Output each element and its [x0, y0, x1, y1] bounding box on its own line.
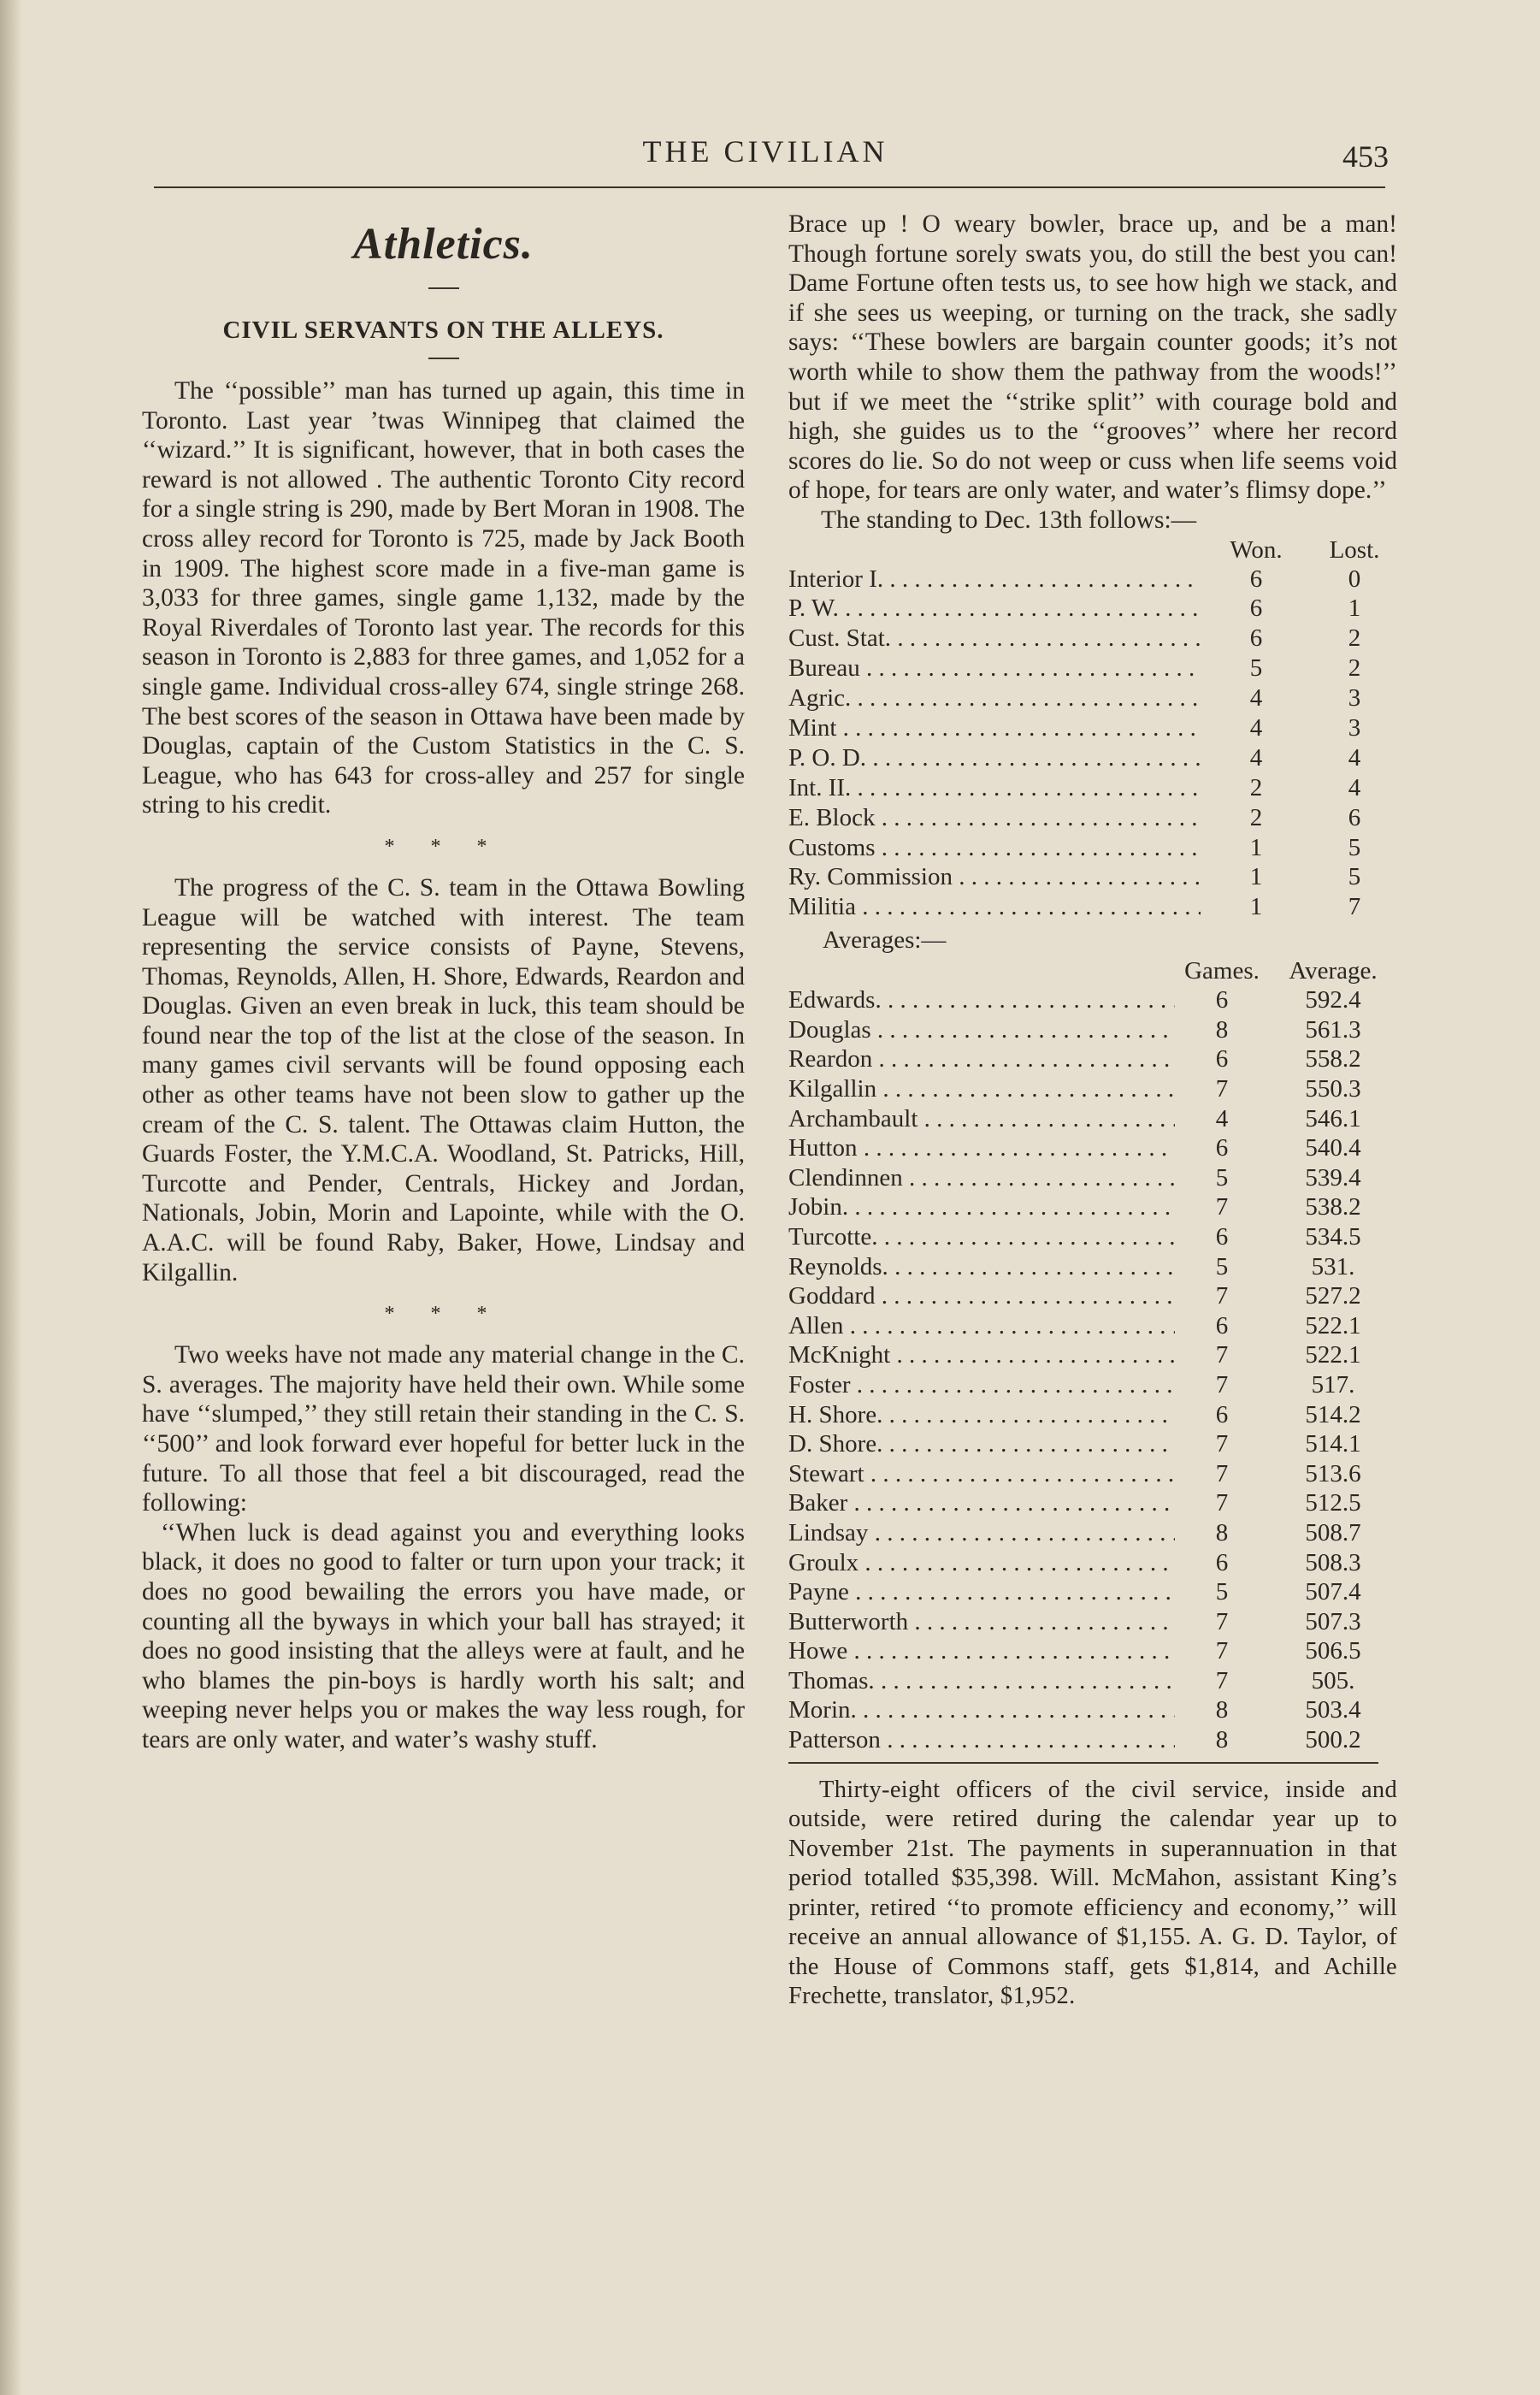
average-value: 534.5 [1305, 1222, 1361, 1251]
games-count: 7 [1215, 1370, 1229, 1399]
running-title: THE CIVILIAN [642, 134, 888, 169]
average-value: 522.1 [1305, 1341, 1361, 1369]
average-value: 558.2 [1305, 1045, 1361, 1073]
games-count: 7 [1215, 1075, 1229, 1103]
retirement-note: Thirty-eight officers of the civil service, inside and outside, were retired during the calendar year up to November 21st. The payments in superannuation in that period totalled $35,398. Will. McMahon, assistant King’s printer, retired ‘‘to promote efficiency and economy,’’ will receive an annual allowance of $1,155. A. G. D. Taylor, of the House of Commons staff, gets $1,814, and Achille Frechette, translator, $1,952. [788, 1776, 1397, 2010]
bowler-name: Patterson . . . [788, 1725, 1175, 1755]
section-separator: * * * [384, 1303, 503, 1326]
averages-label: Averages:— [823, 926, 947, 955]
average-value: 540.4 [1305, 1134, 1361, 1162]
team-name: P. O. D. . . . [788, 743, 1201, 773]
average-row [788, 1725, 1397, 1755]
average-value: 503.4 [1305, 1696, 1361, 1724]
games-count: 8 [1215, 1015, 1229, 1044]
games-count: 5 [1215, 1163, 1229, 1192]
standing-row [788, 653, 1397, 683]
average-row [788, 1370, 1397, 1400]
bowler-name: McKnight . . . [788, 1340, 1175, 1370]
bowler-name: Foster . . . [788, 1370, 1175, 1400]
lost-count: 3 [1348, 713, 1361, 742]
standing-row [788, 683, 1397, 713]
bowler-name: Edwards. . . . [788, 985, 1175, 1015]
left-column [142, 214, 745, 1755]
poem-continuation: Brace up ! O weary bowler, brace up, and be a man! Though fortune sorely swats you, do still the best you can! Dame Fortune often tests us, to see how high we stack, and if she sees us weeping, or turning on the track, she sadly says: ‘‘These bowlers are bargain counter goods; it’s not worth while to show them the pathway from the woods!’’ but if we meet the ‘‘strike split’’ with courage bold and high, she guides us to the ‘‘grooves’’ where her record scores do lie. So do not weep or cuss when life seems void of hope, for tears are only water, and water’s flimsy dope.’’ [788, 210, 1397, 505]
average-value: 513.6 [1305, 1459, 1361, 1487]
team-name: Int. II. . . . [788, 773, 1201, 803]
bowler-name: Turcotte. . . . [788, 1222, 1175, 1252]
average-value: 507.3 [1305, 1607, 1361, 1635]
average-value: 539.4 [1305, 1163, 1361, 1192]
games-count: 7 [1215, 1193, 1229, 1221]
average-value: 527.2 [1305, 1282, 1361, 1310]
games-count: 8 [1215, 1518, 1229, 1546]
average-row [788, 1222, 1397, 1252]
team-name: Agric. . . . [788, 683, 1201, 713]
bowler-name: Lindsay . . . [788, 1518, 1175, 1548]
games-count: 5 [1215, 1252, 1229, 1280]
games-count: 7 [1215, 1341, 1229, 1369]
games-count: 5 [1215, 1578, 1229, 1606]
title-dash [428, 287, 459, 289]
average-row [788, 1133, 1397, 1163]
average-value: 538.2 [1305, 1193, 1361, 1221]
standing-intro: The standing to Dec. 13th follows:— [821, 506, 1197, 534]
standing-row [788, 833, 1397, 863]
section-title: Athletics. [353, 220, 534, 269]
average-value: 512.5 [1305, 1489, 1361, 1517]
lost-count: 7 [1348, 893, 1361, 921]
team-name: E. Block . . . [788, 803, 1201, 833]
average-row [788, 1192, 1397, 1222]
standing-row [788, 862, 1397, 892]
lost-count: 2 [1348, 624, 1361, 653]
bowler-name: Reardon . . . [788, 1044, 1175, 1074]
lost-count: 2 [1348, 654, 1361, 683]
average-row [788, 1548, 1397, 1578]
games-count: 4 [1215, 1104, 1229, 1132]
team-name: Cust. Stat. . . . [788, 624, 1201, 653]
standing-row [788, 594, 1397, 624]
average-value: 508.7 [1305, 1518, 1361, 1546]
average-value: 550.3 [1305, 1075, 1361, 1103]
average-value: 505. [1311, 1666, 1355, 1694]
average-row [788, 1459, 1397, 1489]
lost-count: 0 [1348, 565, 1361, 593]
bowler-name: Reynolds. . . . [788, 1252, 1175, 1282]
average-value: 500.2 [1305, 1726, 1361, 1754]
average-row [788, 1607, 1397, 1637]
team-name: P. W. . . . [788, 594, 1201, 624]
lost-header: Lost. [1329, 535, 1380, 564]
bowler-name: Butterworth . . . [788, 1607, 1175, 1637]
average-row [788, 1429, 1397, 1459]
standing-row [788, 624, 1397, 653]
games-count: 8 [1215, 1696, 1229, 1724]
header-rule [154, 186, 1385, 188]
bowler-name: Douglas . . . [788, 1015, 1175, 1045]
bowler-name: Howe . . . [788, 1636, 1175, 1666]
table-rule [788, 1762, 1378, 1764]
games-count: 6 [1215, 1400, 1229, 1428]
games-count: 6 [1215, 1548, 1229, 1576]
lost-count: 5 [1348, 833, 1361, 861]
won-count: 6 [1249, 594, 1263, 623]
games-count: 7 [1215, 1637, 1229, 1665]
won-count: 2 [1249, 803, 1263, 831]
average-value: 514.2 [1305, 1400, 1361, 1428]
average-row [788, 1044, 1397, 1074]
bowler-name: Baker . . . [788, 1488, 1175, 1518]
bowler-name: Archambault . . . [788, 1104, 1175, 1134]
games-count: 6 [1215, 1045, 1229, 1073]
bowler-name: Goddard . . . [788, 1281, 1175, 1311]
average-row [788, 1015, 1397, 1045]
average-value: 508.3 [1305, 1548, 1361, 1576]
average-row [788, 1074, 1397, 1104]
bowler-name: H. Shore. . . . [788, 1400, 1175, 1430]
team-name: Interior I. . . . [788, 565, 1201, 594]
won-count: 4 [1249, 743, 1263, 772]
averages-table [788, 985, 1397, 1754]
standing-row [788, 773, 1397, 803]
poem-quote: ‘‘When luck is dead against you and everything looks black, it does no good to falter or turn upon your track; it does no good bewailing the errors you have made, or counting all the byways in which your ball has strayed; it does no good insisting that the alleys were at fault, and he who blames the pin-boys is hardly worth his salt; and weeping never helps you or makes the way less rough, for tears are only water, and water’s washy stuff. [142, 1518, 745, 1753]
lost-count: 1 [1348, 594, 1361, 623]
average-row [788, 1340, 1397, 1370]
paragraph-averages: Two weeks have not made any material change in the C. S. averages. The majority have held their own. While some have ‘‘slumped,’’ they still retain their standing in the C. S. ‘‘500’’ and look forward ever hopeful for better luck in the future. To all those that feel a bit discouraged, read the following: [142, 1341, 745, 1517]
average-row [788, 1636, 1397, 1666]
bowler-name: Morin. . . . [788, 1695, 1175, 1725]
games-count: 8 [1215, 1726, 1229, 1754]
bowler-name: Allen . . . [788, 1311, 1175, 1341]
won-count: 6 [1249, 624, 1263, 653]
average-header: Average. [1289, 957, 1378, 985]
bowler-name: Clendinnen . . . [788, 1163, 1175, 1193]
games-count: 7 [1215, 1607, 1229, 1635]
average-row [788, 1281, 1397, 1311]
games-count: 7 [1215, 1489, 1229, 1517]
page-number: 453 [1342, 139, 1389, 174]
team-name: Customs . . . [788, 833, 1201, 863]
average-row [788, 1311, 1397, 1341]
bowler-name: Kilgallin . . . [788, 1074, 1175, 1104]
averages-header [788, 956, 1397, 985]
average-row [788, 1666, 1397, 1696]
games-count: 7 [1215, 1666, 1229, 1694]
lost-count: 5 [1348, 863, 1361, 891]
bowler-name: Thomas. . . . [788, 1666, 1175, 1696]
average-value: 546.1 [1305, 1104, 1361, 1132]
page-edge [0, 0, 22, 2395]
team-name: Bureau . . . [788, 653, 1201, 683]
right-column [788, 210, 1397, 2012]
games-count: 6 [1215, 986, 1229, 1014]
bowler-name: Hutton . . . [788, 1133, 1175, 1163]
games-count: 7 [1215, 1282, 1229, 1310]
team-name: Mint . . . [788, 713, 1201, 743]
standing-row [788, 803, 1397, 833]
won-count: 1 [1249, 863, 1263, 891]
won-count: 1 [1249, 833, 1263, 861]
won-count: 2 [1249, 773, 1263, 801]
games-count: 6 [1215, 1134, 1229, 1162]
average-row [788, 1252, 1397, 1282]
average-row [788, 1104, 1397, 1134]
average-value: 592.4 [1305, 986, 1361, 1014]
average-value: 522.1 [1305, 1311, 1361, 1339]
games-count: 6 [1215, 1311, 1229, 1339]
average-row [788, 1695, 1397, 1725]
team-name: Militia . . . [788, 892, 1201, 922]
bowler-name: Groulx . . . [788, 1548, 1175, 1578]
lost-count: 4 [1348, 743, 1361, 772]
standing-row [788, 892, 1397, 922]
bowler-name: D. Shore. . . . [788, 1429, 1175, 1459]
team-name: Ry. Commission . . . [788, 862, 1201, 892]
average-row [788, 1163, 1397, 1193]
games-count: 6 [1215, 1222, 1229, 1251]
average-value: 514.1 [1305, 1430, 1361, 1458]
average-row [788, 1400, 1397, 1430]
section-separator: * * * [384, 835, 503, 858]
average-value: 506.5 [1305, 1637, 1361, 1665]
bowler-name: Jobin. . . . [788, 1192, 1175, 1222]
won-count: 4 [1249, 684, 1263, 713]
standing-row [788, 743, 1397, 773]
won-count: 5 [1249, 654, 1263, 683]
bowler-name: Payne . . . [788, 1577, 1175, 1607]
paragraph-team: The progress of the C. S. team in the Ottawa Bowling League will be watched with interest. The team representing the service consists of Payne, Stevens, Thomas, Reynolds, Allen, H. Shore, Edwards, Reardon and Douglas. Given an even break in luck, this team should be found near the top of the list at the close of the season. In many games civil servants will be found opposing each other as other teams have not been slow to gather up the cream of the C. S. talent. The Ottawas claim Hutton, the Guards Foster, the Y.M.C.A. Woodland, St. Patricks, Hill, Turcotte and Pender, Centrals, Hickey and Jordan, Nationals, Jobin, Morin and Lapointe, while with the O. A.A.C. will be found Raby, Baker, Howe, Lindsay and Kilgallin. [142, 873, 745, 1286]
average-row [788, 1577, 1397, 1607]
games-count: 7 [1215, 1430, 1229, 1458]
won-count: 1 [1249, 893, 1263, 921]
average-row [788, 1488, 1397, 1518]
lost-count: 3 [1348, 684, 1361, 713]
won-count: 4 [1249, 713, 1263, 742]
bowler-name: Stewart . . . [788, 1459, 1175, 1489]
games-count: 7 [1215, 1459, 1229, 1487]
average-value: 507.4 [1305, 1578, 1361, 1606]
won-count: 6 [1249, 565, 1263, 593]
average-value: 517. [1311, 1370, 1355, 1399]
article-title: CIVIL SERVANTS ON THE ALLEYS. [222, 316, 664, 344]
average-row [788, 1518, 1397, 1548]
standing-row [788, 713, 1397, 743]
article-dash [428, 358, 459, 359]
average-row [788, 985, 1397, 1015]
standing-row [788, 565, 1397, 594]
games-header: Games. [1184, 957, 1260, 985]
average-value: 531. [1311, 1252, 1355, 1280]
lost-count: 4 [1348, 773, 1361, 801]
average-value: 561.3 [1305, 1015, 1361, 1044]
paragraph-records: The ‘‘possible’’ man has turned up again, this time in Toronto. Last year ’twas Winnipeg that claimed the ‘‘wizard.’’ It is significant, however, that in both cases the reward is not allowed . The authentic Toronto City record for a single string is 290, made by Bert Moran in 1908. The cross alley record for Toronto is 725, made by Jack Booth in 1909. The highest score made in a five-man game is 3,033 for three games, single game 1,132, made by the Royal Riverdales of Toronto last year. The records for this season in Toronto is 2,883 for three games, and 1,052 for a single game. Individual cross-alley 674, single stringe 268. The best scores of the season in Ottawa have been made by Douglas, captain of the Custom Statistics in the C. S. League, who has 643 for cross-alley and 257 for single string to his credit. [142, 377, 745, 819]
lost-count: 6 [1348, 803, 1361, 831]
standings-table [788, 565, 1397, 923]
standing-header [788, 535, 1397, 565]
won-header: Won. [1230, 535, 1283, 564]
